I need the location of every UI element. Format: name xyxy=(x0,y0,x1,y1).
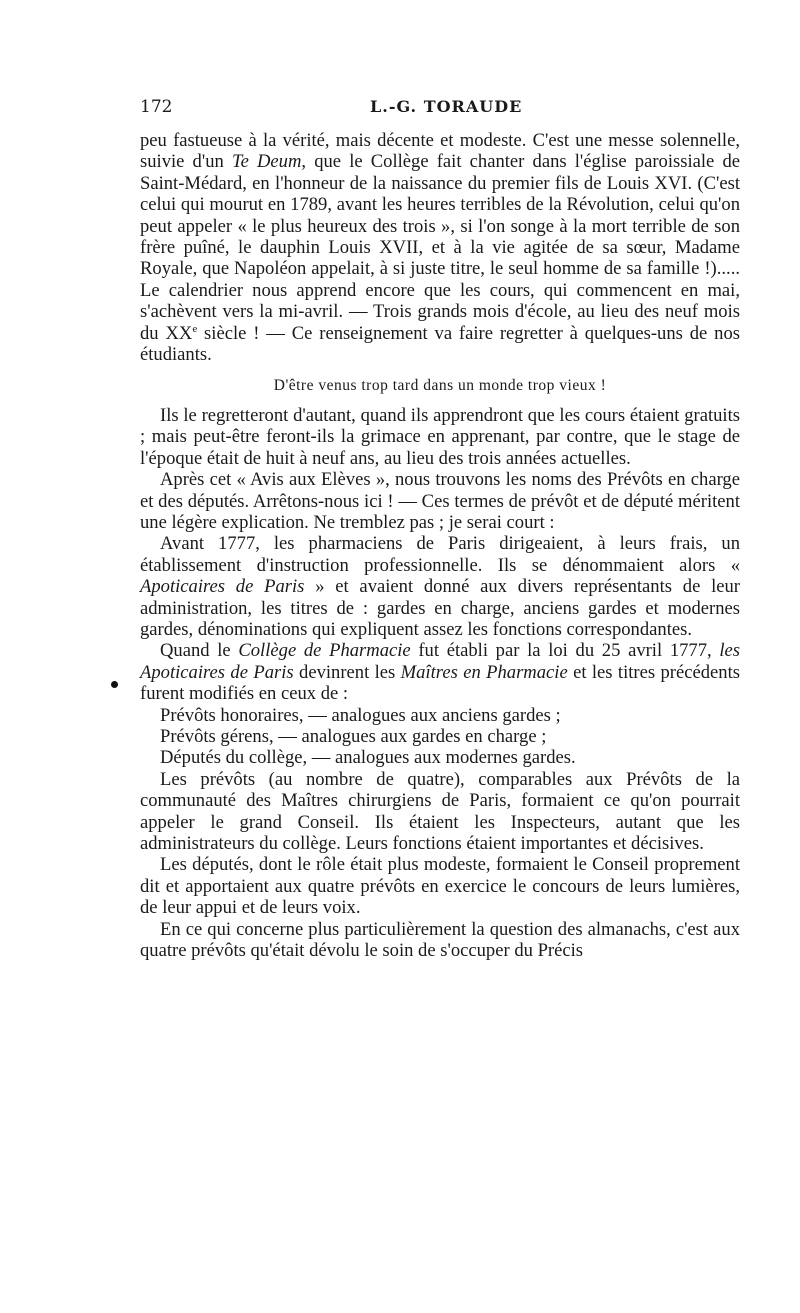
page-header xyxy=(140,97,740,121)
paragraph-7: Les députés, dont le rôle était plus modeste, formaient le Conseil proprement dit et apportaient aux quatre prévôts en exercice le concours de leurs lumières, de leur appui et de leurs voix. xyxy=(140,854,740,919)
list-item: Prévôts gérens, — analogues aux gardes en charge ; xyxy=(160,725,547,747)
list-item: Députés du collège, — analogues aux modernes gardes. xyxy=(160,747,576,769)
page-number: 172 xyxy=(140,97,173,117)
verse-quote: D'être venus trop tard dans un monde trop vieux ! xyxy=(273,377,607,395)
paragraph-4: Avant 1777, les pharmaciens de Paris dirigeaient, à leurs frais, un établissement d'instruction professionnelle. Ils se dénommaient alors « Apoticaires de Paris » et avaient donné aux divers représentants de leur administration, les titres de : gardes en charge, anciens gardes et modernes gardes, dénominations qui expliquent assez les fonctions correspondantes. xyxy=(140,533,740,640)
margin-dot xyxy=(111,681,118,688)
paragraph-8: En ce qui concerne plus particulièrement la question des almanachs, c'est aux quatre prévôts qu'était dévolu le soin de s'occuper du Précis xyxy=(140,918,740,962)
paragraph-3: Après cet « Avis aux Elèves », nous trouvons les noms des Prévôts en charge et des députés. Arrêtons-nous ici ! — Ces termes de prévôt et de député méritent une légère explication. Ne tremblez pas ; je serai court : xyxy=(140,469,740,533)
paragraph-5: Quand le Collège de Pharmacie fut établi par la loi du 25 avril 1777, les Apoticaires de Paris devinrent les Maîtres en Pharmacie et les titres précédents furent modifiés en ceux de : xyxy=(140,640,740,705)
paragraph-1: peu fastueuse à la vérité, mais décente et modeste. C'est une messe solennelle, suivie d'un Te Deum, que le Collège fait chanter dans l'église paroissiale de Saint-Médard, en l'honneur de la naissance du premier fils de Louis XVI. (C'est celui qui mourut en 1789, avant les heures terribles de la Révolution, celui qu'on peut appeler « le plus heureux des trois », si l'on songe à la mort terrible de son frère puîné, le dauphin Louis XVII, et à la vie agitée de sa sœur, Madame Royale, que Napoléon appelait, à si juste titre, le seul homme de sa famille !)..... Le calendrier nous apprend encore que les cours, qui commencent en mai, s'achèvent vers la mi-avril. — Trois grands mois d'école, au lieu des neuf mois du XXe siècle ! — Ce renseignement va faire regretter à quelques-uns de nos étudiants. xyxy=(140,130,740,366)
running-title: L.-G. TORAUDE xyxy=(370,97,523,116)
paragraph-6: Les prévôts (au nombre de quatre), comparables aux Prévôts de la communauté des Maîtres chirurgiens de Paris, formaient ce qu'on pourrait appeler le grand Conseil. Ils étaient les Inspecteurs, autant que les administrateurs du collège. Leurs fonctions étaient importantes et décisives. xyxy=(140,768,740,854)
paragraph-2: Ils le regretteront d'autant, quand ils apprendront que les cours étaient gratuits ; mais peut-être feront-ils la grimace en apprenant, par contre, que le stage de l'époque était de huit à neuf ans, au lieu des trois années actuelles. xyxy=(140,404,740,469)
list-item: Prévôts honoraires, — analogues aux anciens gardes ; xyxy=(160,704,561,726)
body-text xyxy=(140,130,740,961)
